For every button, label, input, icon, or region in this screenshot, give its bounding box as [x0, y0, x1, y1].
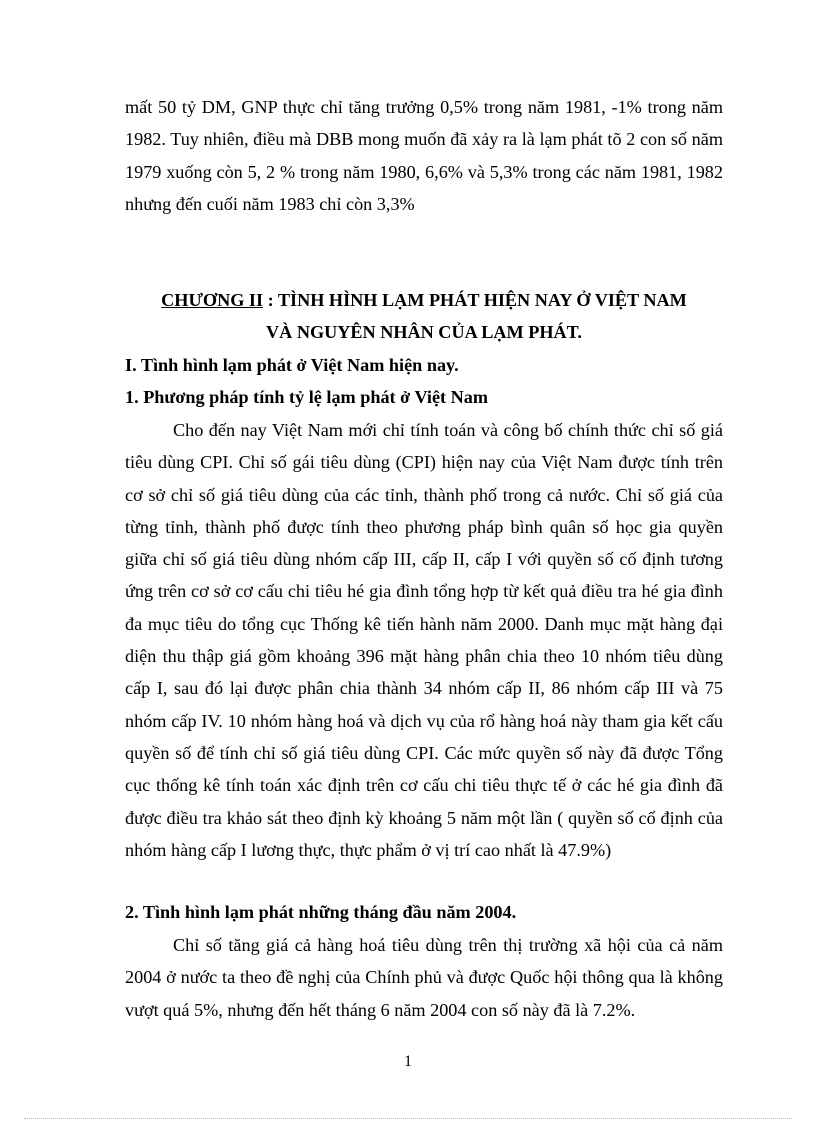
page-number: 1	[404, 1053, 412, 1070]
chapter-title-line-2: VÀ NGUYÊN NHÂN CỦA LẠM PHÁT.	[266, 322, 582, 342]
page-break-line	[24, 1118, 792, 1119]
intro-paragraph: mất 50 tỷ DM, GNP thực chỉ tăng trưởng 0,5% trong năm 1981, -1% trong năm 1982. Tuy nhiên, điều mà DBB mong muốn đã xảy ra là lạm phát tõ 2 con số năm 1979 xuống còn 5, 2 % trong năm 1980, 6,6% và 5,3% trong các năm 1981, 1982 nhưng đến cuối năm 1983 chỉ còn 3,3%	[125, 97, 723, 214]
chapter-title-line-1	[110, 284, 738, 316]
subsection-2-heading: 2. Tình hình lạm phát những tháng đầu năm 2004.	[125, 902, 517, 922]
subsection-1-heading: 1. Phương pháp tính tỷ lệ lạm phát ở Việt Nam	[125, 387, 489, 407]
subsection-1-paragraph: Cho đến nay Việt Nam mới chỉ tính toán và công bố chính thức chỉ số giá tiêu dùng CPI. Chỉ số gái tiêu dùng (CPI) hiện nay của Việt Nam được tính trên cơ sở chỉ số giá tiêu dùng của các tỉnh, thành phố trong cả nước. Chỉ số giá của từng tỉnh, thành phố được tính theo phương pháp bình quân số học gia quyền giữa chỉ số giá tiêu dùng nhóm cấp III, cấp II, cấp I với quyền số cố định tương ứng trên cơ sở cơ cấu chi tiêu hé gia đình tổng hợp từ kết quả điều tra hé gia đình đa mục tiêu do tổng cục Thống kê tiến hành năm 2000. Danh mục mặt hàng đại diện thu thập giá gồm khoảng 396 mặt hàng phân chia theo 10 nhóm tiêu dùng cấp I, sau đó lại được phân chia thành 34 nhóm cấp II, 86 nhóm cấp III và 75 nhóm cấp IV. 10 nhóm hàng hoá và dịch vụ của rổ hàng hoá này tham gia kết cấu quyền số để tính chỉ số giá tiêu dùng CPI. Các mức quyền số này đã được Tổng cục thống kê tính toán xác định trên cơ cấu chi tiêu thực tế ở các hé gia đình đã được điều tra khảo sát theo định kỳ khoảng 5 năm một lần ( quyền số cố định của nhóm hàng cấp I lương thực, thực phẩm ở vị trí cao nhất là 47.9%)	[125, 420, 723, 860]
chapter-label: CHƯƠNG II	[161, 290, 264, 310]
subsection-2-paragraph: Chỉ số tăng giá cả hàng hoá tiêu dùng trên thị trường xã hội của cả năm 2004 ở nước ta theo đề nghị của Chính phủ và được Quốc hội thông qua là không vượt quá 5%, nhưng đến hết tháng 6 năm 2004 con số này đã là 7.2%.	[125, 935, 723, 1020]
section-heading: I. Tình hình lạm phát ở Việt Nam hiện nay.	[125, 355, 459, 375]
chapter-title-text: : TÌNH HÌNH LẠM PHÁT HIỆN NAY Ở VIỆT NAM	[263, 290, 687, 310]
